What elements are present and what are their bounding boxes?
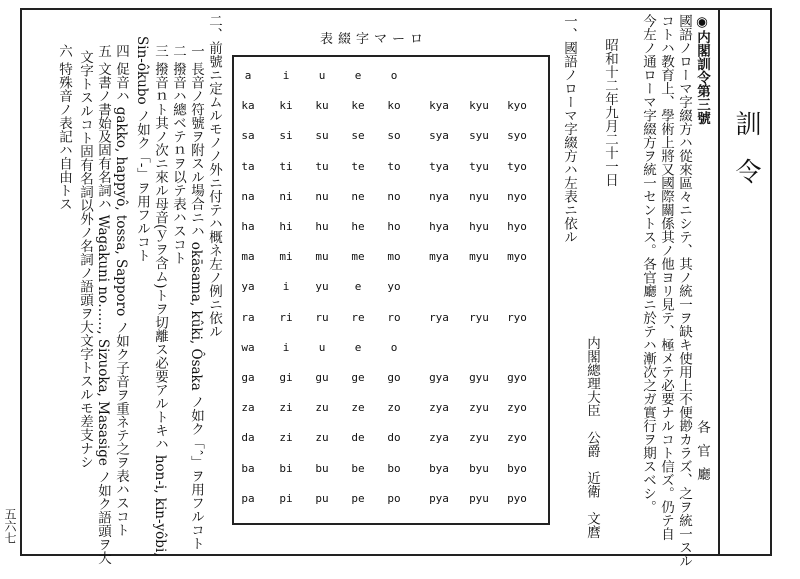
table-cell: kyo [507, 99, 527, 113]
table-cell: sa [241, 129, 255, 143]
table-cell: nu [315, 189, 329, 203]
section-2-heading: 二、前號ニ定ムルモノノ外ニ付テハ概ネ左ノ例ニ依ル [206, 14, 222, 338]
item-1-label: 一 [188, 44, 204, 58]
table-cell: u [318, 340, 326, 354]
romaji-table [232, 55, 550, 525]
table-cell: ka [241, 99, 255, 113]
table-cell: kyu [469, 99, 489, 113]
table-cell: hu [315, 220, 329, 233]
table-cell: ni [279, 189, 293, 203]
table-cell: bi [279, 461, 293, 475]
table-cell: no [387, 189, 401, 203]
issue-date: 昭和十二年九月二十一日 [602, 38, 618, 187]
table-cell: pyo [507, 491, 527, 505]
item-5-label: 五 [95, 44, 111, 58]
table-cell: ti [279, 159, 293, 173]
table-cell: myu [469, 250, 489, 264]
table-cell: pyu [469, 491, 489, 505]
title-divider [718, 8, 720, 556]
item-3-text: 撥音ｎト其ノ次ニ來ル母音(ｙヲ含ム)トヲ切離ス必要アルトキハ hon-i, kin-yôbi, [152, 62, 168, 557]
table-cell: su [315, 129, 329, 143]
item-5-text-cont: 文字トスルコト固有名詞以外ノ名詞ノ語頭ヲ大文字トスルモ差支ナシ [77, 50, 93, 469]
table-cell: hi [279, 220, 293, 233]
table-cell: ga [241, 371, 255, 384]
table-cell: ke [351, 99, 365, 113]
table-cell: byu [469, 461, 489, 475]
table-cell: o [390, 340, 398, 354]
table-cell: nya [429, 189, 449, 203]
table-cell: zi [279, 431, 293, 445]
table-cell: u [318, 69, 326, 82]
item-5-text: 文書ノ書始及固有名詞ハ Wagakuni no……, Sizuoka, Masasige ノ如ク語頭ヲ大 [95, 62, 111, 565]
table-cell: i [282, 280, 290, 294]
table-cell: me [351, 250, 365, 264]
table-cell: pu [315, 491, 329, 505]
table-cell: zyo [507, 431, 527, 445]
table-cell: myo [507, 250, 527, 264]
page-title: 訓令 [731, 110, 761, 206]
table-cell: mo [387, 250, 401, 264]
addressee: 各官廳 [694, 420, 710, 491]
table-cell: ra [241, 310, 255, 324]
table-cell: hyu [469, 220, 489, 233]
table-cell: e [354, 69, 362, 82]
table-cell: ta [241, 159, 255, 173]
table-cell: a [244, 69, 252, 82]
table-cell: nyo [507, 189, 527, 203]
table-cell: be [351, 461, 365, 475]
table-cell: i [282, 340, 290, 354]
table-cell: ge [351, 371, 365, 384]
table-cell: si [279, 129, 293, 143]
table-cell: ne [351, 189, 365, 203]
table-cell: gyo [507, 371, 527, 384]
table-cell: zo [387, 401, 401, 415]
table-cell: ya [241, 280, 255, 294]
table-cell: pe [351, 491, 365, 505]
table-cell: zu [315, 431, 329, 445]
table-cell: zya [429, 431, 449, 445]
table-cell: ku [315, 99, 329, 113]
table-cell: bo [387, 461, 401, 475]
table-cell: ro [387, 310, 401, 324]
table-cell: he [351, 220, 365, 233]
table-cell: yu [315, 280, 329, 294]
item-1-text: 長音ノ符號ヲ附スル場合ニハ okāsama, kûki, Ôsaka ノ如ク「ˆ」ヲ用フルコト [188, 62, 204, 551]
table-cell: so [387, 129, 401, 143]
table-cell: zya [429, 401, 449, 415]
table-cell: tyo [507, 159, 527, 173]
preamble-line-2: コトハ教育上、學術上將又國際關係其ノ他ヨリ見テ、極メテ必要ナルコト信ズ。仍テ自 [658, 14, 674, 541]
table-cell: mya [429, 250, 449, 264]
table-cell: zyo [507, 401, 527, 415]
table-cell: ze [351, 401, 365, 415]
table-cell: byo [507, 461, 527, 475]
table-cell: de [351, 431, 365, 445]
table-cell: tyu [469, 159, 489, 173]
page-number: 五六七 [3, 508, 17, 544]
table-cell: ki [279, 99, 293, 113]
item-6-text: 特殊音ノ表記ハ自由トス [56, 62, 72, 211]
table-cell: nyu [469, 189, 489, 203]
item-4-text: 促音ハ gakko, happyô, tossa, Sapporo ノ如ク子音ヲ重ネテ之ヲ表ハスコト [113, 62, 129, 537]
table-cell: wa [241, 340, 255, 354]
item-2-text: 撥音ハ總ベテｎヲ以テ表ハスコト [170, 62, 186, 265]
table-cell: e [354, 340, 362, 354]
table-cell: rya [429, 310, 449, 324]
table-cell: go [387, 371, 401, 384]
table-cell: hyo [507, 220, 527, 233]
table-cell: mi [279, 250, 293, 264]
table-cell: ma [241, 250, 255, 264]
table-cell: za [241, 401, 255, 415]
table-cell: to [387, 159, 401, 173]
table-cell: te [351, 159, 365, 173]
table-cell: gu [315, 371, 329, 384]
item-3-text-cont: Sin-ôkubo ノ如ク「-」ヲ用フルコト [134, 36, 150, 262]
item-4-label: 四 [113, 44, 129, 58]
table-cell: pa [241, 491, 255, 505]
signature: 内閣總理大臣 公爵 近衛 文麿 [584, 336, 600, 539]
table-cell: ko [387, 99, 401, 113]
table-cell: zyu [469, 431, 489, 445]
table-cell: bu [315, 461, 329, 475]
table-cell: ryo [507, 310, 527, 324]
table-cell: na [241, 189, 255, 203]
table-cell: mu [315, 250, 329, 264]
table-cell: pi [279, 491, 293, 505]
table-cell: ri [279, 310, 293, 324]
section-1-heading: 一、國語ノローマ字綴方ハ左表ニ依ル [561, 14, 577, 244]
table-cell: se [351, 129, 365, 143]
table-cell: ho [387, 220, 401, 233]
table-cell: ryu [469, 310, 489, 324]
table-cell: zi [279, 401, 293, 415]
table-title: 表綴字マーロ [320, 32, 429, 47]
item-2-label: 二 [170, 44, 186, 58]
table-cell: yo [387, 280, 401, 294]
table-cell: syo [507, 129, 527, 143]
table-cell: ru [315, 310, 329, 324]
item-6-label: 六 [56, 44, 72, 58]
table-cell: po [387, 491, 401, 505]
table-cell: kya [429, 99, 449, 113]
table-cell: i [282, 69, 290, 82]
table-cell: zyu [469, 401, 489, 415]
table-cell: pya [429, 491, 449, 505]
table-cell: e [354, 280, 362, 294]
table-cell: tya [429, 159, 449, 173]
item-3-label: 三 [152, 44, 168, 58]
table-cell: sya [429, 129, 449, 143]
table-cell: ha [241, 220, 255, 233]
table-cell: do [387, 431, 401, 445]
table-cell: ba [241, 461, 255, 475]
table-cell: bya [429, 461, 449, 475]
order-number-label: ◉内閣訓令第三號 [694, 14, 710, 125]
table-cell: da [241, 431, 255, 445]
preamble-line-1: 國語ノローマ字綴方ハ從來區々ニシテ、其ノ統一ヲ缺キ使用上不便尠カラズ、之ヲ統一スル [676, 14, 692, 568]
table-cell: re [351, 310, 365, 324]
table-cell: tu [315, 159, 329, 173]
table-cell: gya [429, 371, 449, 384]
preamble-line-3: 今左ノ通ローマ字綴方ヲ統一セントス。各官廳ニ於テハ漸次之ガ實行ヲ期スベシ。 [640, 14, 656, 514]
table-cell: syu [469, 129, 489, 143]
table-cell: gi [279, 371, 293, 384]
table-cell: gyu [469, 371, 489, 384]
table-cell: o [390, 69, 398, 82]
table-cell: hya [429, 220, 449, 233]
table-cell: zu [315, 401, 329, 415]
